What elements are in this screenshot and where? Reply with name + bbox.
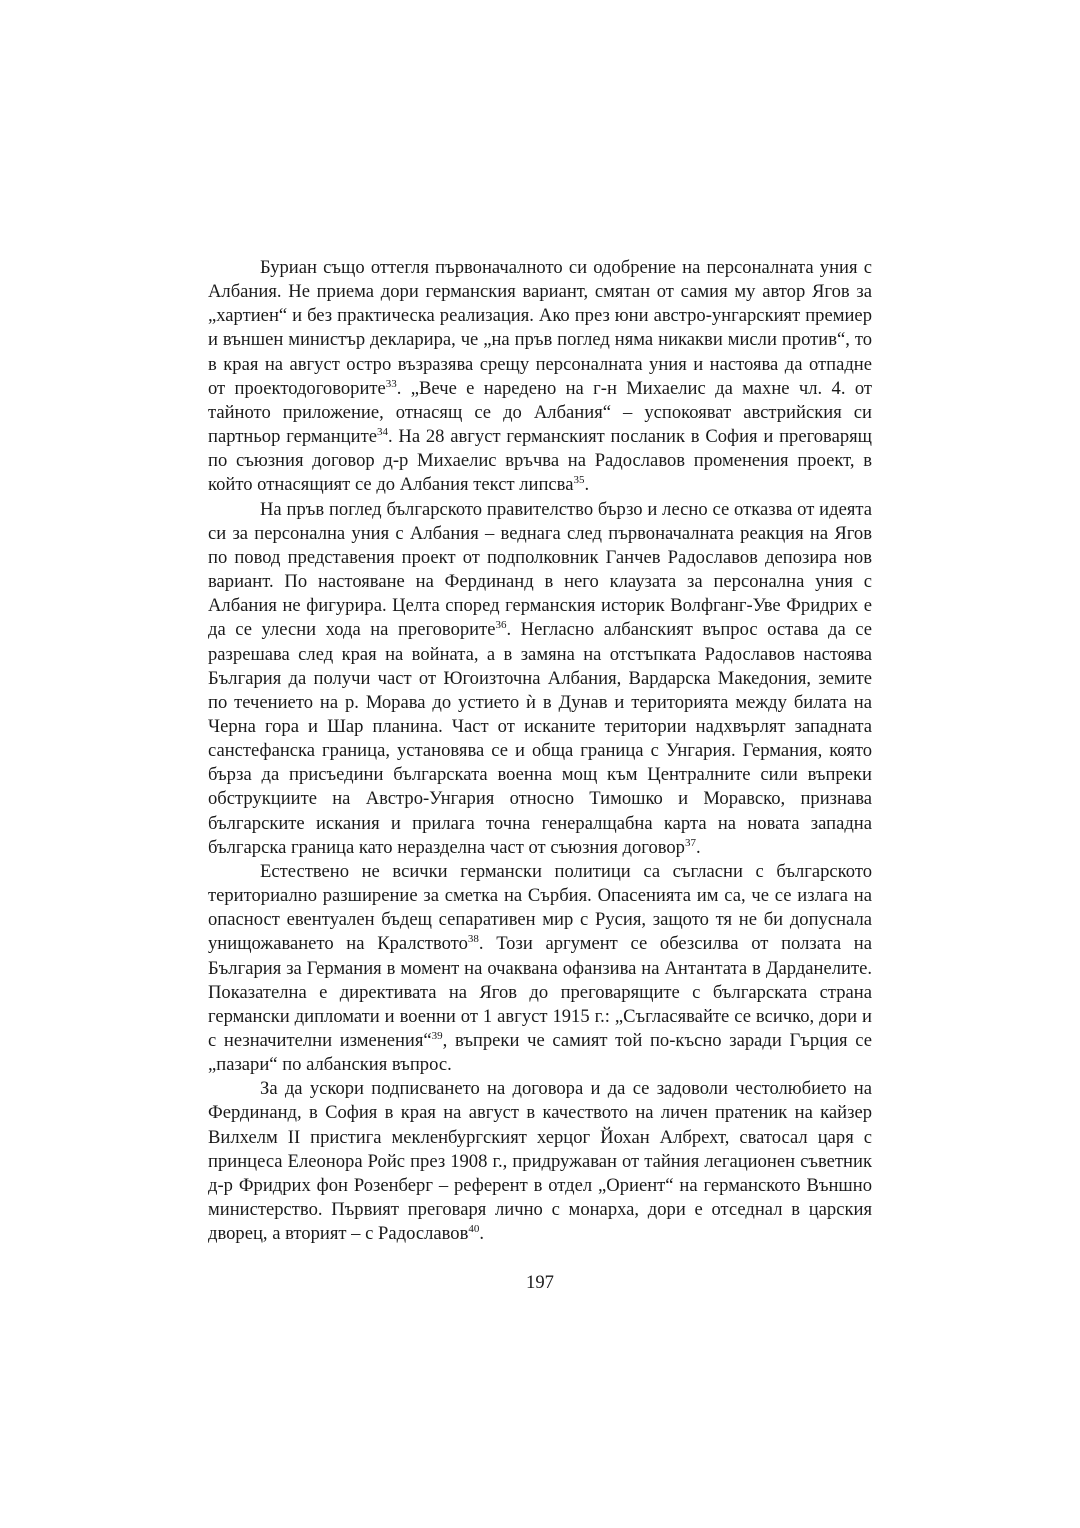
footnote-ref: 34 [376, 425, 388, 438]
text-run: На пръв поглед българското правителство бързо и лесно се отказва от идеята си за персонална уния с Албания – веднага след първоначалната реакция на Ягов по повод представения проект от подполковник Ганчев Радославов депозира нов вариант. По настояване на Фердинанд в него клаузата за персонална уния с Албания не фигурира. Целта според германския историк Волфганг-Уве Фридрих е да се улесни хода на преговорите [208, 498, 872, 641]
footnote-ref: 36 [495, 619, 507, 632]
footnote-ref: 38 [467, 933, 479, 946]
text-run: , въпреки че самият той по-късно заради Гърция се „пазари“ по албанския въпрос. [208, 1030, 873, 1076]
footnote-ref: 40 [468, 1223, 480, 1236]
paragraph [208, 860, 872, 1077]
text-run: . Негласно албанският въпрос остава да се разрешава след края на войната, а в замяна на отстъпката Радославов настоява България да получи част от Югоизточна Албания, Вардарска Македония, земите по течението на р. Морава до устието ѝ в Дунав и територията между билата на Черна гора и Шар планина. Част от исканите територии надхвърлят западната санстефанска граница, установява се и обща граница с Унгария. Германия, която бърза да присъедини българската военна мощ към Централните сили въпреки обструкциите на Австро-Унгария относно Тимошко и Моравско, признава българските искания и прилага точна генералщабна карта на новата западна българска граница като неразделна част от съюзния договор [208, 619, 872, 858]
footnote-ref: 35 [573, 474, 585, 487]
footnote-ref: 33 [385, 377, 397, 390]
text-run: Естествено не всички германски политици са съгласни с българското териториално разширение за сметка на Сърбия. Опасенията им са, че се излага на опасност евентуален бъдещ сепаративен мир с Русия, защото тя не би допуснала унищожаването на Кралството [208, 860, 872, 955]
paragraph [208, 256, 872, 498]
body-text [208, 256, 872, 1246]
paragraph [208, 1077, 872, 1246]
text-run: . [584, 474, 590, 496]
footnote-ref: 39 [431, 1029, 443, 1042]
paragraph [208, 498, 872, 860]
text-run: . [479, 1223, 485, 1245]
text-run: . Този аргумент се обезсилва от ползата на България за Германия в момент на очаквана офанзива на Антантата в Дарданелите. Показателна е директивата на Ягов до преговарящите с българската страна германски дипломати и военни от 1 август 1915 г.: „Съгласявайте се всичко, дори и с незначителни изменения“ [208, 933, 872, 1051]
page-number: 197 [526, 1272, 554, 1293]
footnote-ref: 37 [684, 836, 696, 849]
text-run: За да ускори подписването на договора и да се задоволи честолюбието на Фердинанд, в София в края на август в качеството на личен пратеник на кайзер Вилхелм II пристига мекленбургският херцог Йохан Албрехт, сватосал царя с принцеса Елеонора Ройс през 1908 г., придружаван от тайния легационен съветник д-р Фридрих фон Розенберг – референт в отдел „Ориент“ на германското Външно министерство. Първият преговаря лично с монарха, дори е отседнал в царския дворец, а вторият – с Радославов [208, 1078, 872, 1245]
text-run: . „Вече е наредено на г-н Михаелис да махне чл. 4. от тайното приложение, отнасящ се до Албания“ – успокояват австрийския си партньор германците [208, 377, 872, 448]
text-run: . На 28 август германският посланик в София и преговарящ по съюзния договор д-р Михаелис връчва на Радославов променения проект, в който отнасящият се до Албания текст липсва [208, 426, 873, 496]
text-run: Буриан също оттегля първоначалното си одобрение на персоналната уния с Албания. Не приема дори германския вариант, смятан от самия му автор Ягов за „хартиен“ и без практическа реализация. Ако през юни австро-унгарският премиер и външен министър декларира, че „на пръв поглед няма никакви мисли против“, то в края на август остро възразява срещу персоналната уния и настоява да отпадне от проектодоговорите [208, 257, 872, 399]
text-run: . [695, 836, 701, 858]
